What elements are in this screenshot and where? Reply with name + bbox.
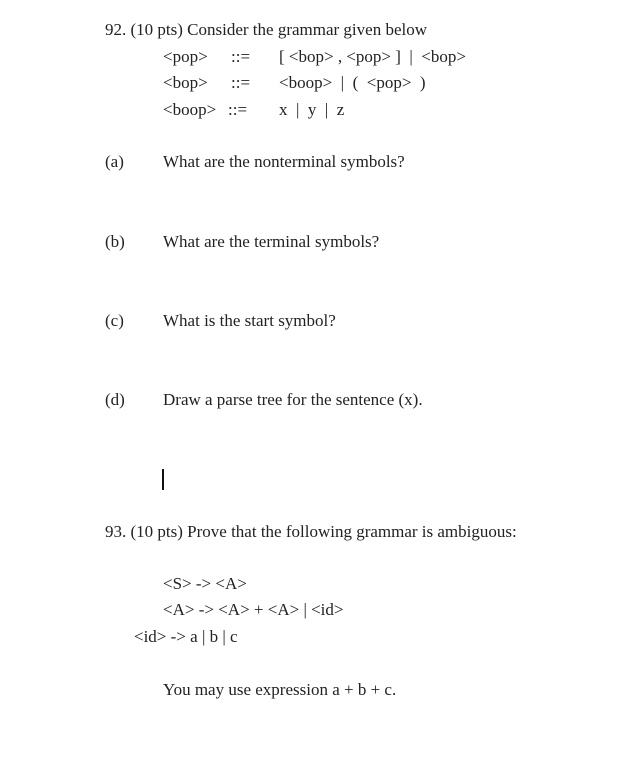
grammar-rule-boop-lhs: <boop> [163,100,217,119]
grammar-rule-bop-op: ::= [231,73,251,92]
question-93-hint: You may use expression a + b + c. [163,680,397,699]
grammar-rule-bop-lhs: <bop> [163,73,208,92]
part-b-text: What are the terminal symbols? [163,232,380,251]
question-93-header: 93. (10 pts) Prove that the following grammar is ambiguous: [105,522,517,541]
part-c-text: What is the start symbol? [163,311,336,330]
grammar-rule-boop-rhs: x | y | z [279,100,345,119]
grammar-rule-s: <S> -> <A> [163,574,247,593]
part-d-text: Draw a parse tree for the sentence (x). [163,390,423,409]
question-92-header: 92. (10 pts) Consider the grammar given below [105,20,427,39]
part-a-text: What are the nonterminal symbols? [163,152,405,171]
grammar-rule-boop-op: ::= [228,100,248,119]
grammar-rule-bop-rhs: <boop> | ( <pop> ) [279,73,426,92]
grammar-rule-id: <id> -> a | b | c [134,627,238,646]
text-cursor[interactable] [162,469,164,490]
grammar-rule-a: <A> -> <A> + <A> | <id> [163,600,344,619]
part-d-label: (d) [105,390,125,409]
grammar-rule-pop-rhs: [ <bop> , <pop> ] | <bop> [279,47,466,66]
part-a-label: (a) [105,152,124,171]
grammar-rule-pop-lhs: <pop> [163,47,208,66]
grammar-rule-pop-op: ::= [231,47,251,66]
part-c-label: (c) [105,311,124,330]
part-b-label: (b) [105,232,125,251]
